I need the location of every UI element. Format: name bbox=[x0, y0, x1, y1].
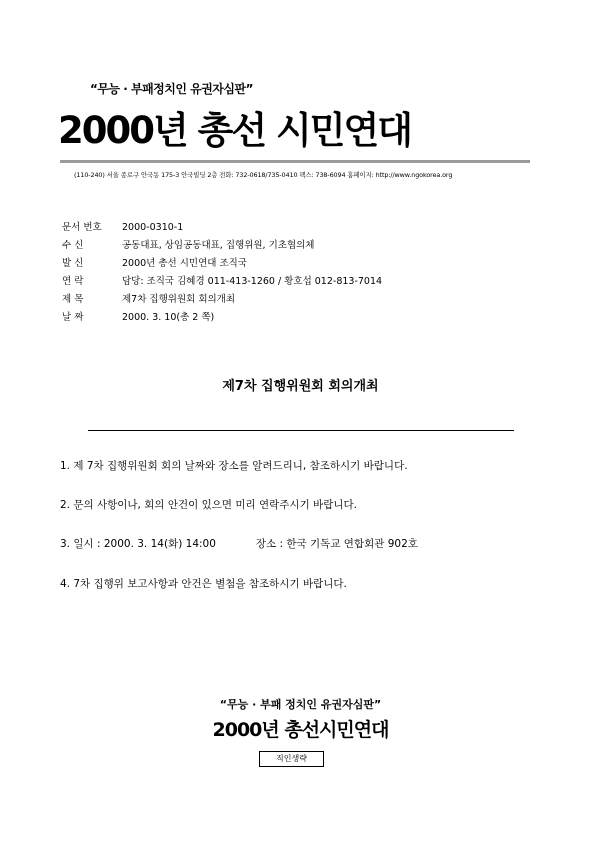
meta-value: 2000년 총선 시민연대 조직국 bbox=[122, 258, 248, 269]
header-divider bbox=[60, 160, 530, 163]
list-item: 2. 문의 사항이나, 회의 안건이 있으면 미리 연락주시기 바랍니다. bbox=[60, 499, 357, 511]
meta-label: 수 신 bbox=[62, 240, 84, 251]
meta-label: 문서 번호 bbox=[62, 222, 102, 233]
meta-label: 연 락 bbox=[62, 276, 84, 287]
signature-org-name: 2000년 총선시민연대 bbox=[212, 719, 389, 741]
title-underline bbox=[88, 430, 514, 431]
meta-row-date bbox=[62, 309, 382, 327]
meta-label: 발 신 bbox=[62, 258, 84, 269]
list-item bbox=[60, 536, 418, 551]
meeting-place: 장소 : 한국 기독교 연합회관 902호 bbox=[255, 538, 418, 550]
meta-label: 날 짜 bbox=[62, 312, 84, 323]
meta-row-contact bbox=[62, 273, 382, 291]
meta-row-doc-number bbox=[62, 219, 382, 237]
list-item: 4. 7차 집행위 보고사항과 안건은 별첨을 참조하시기 바랍니다. bbox=[60, 578, 347, 590]
meta-value: 2000. 3. 10(총 2 쪽) bbox=[122, 312, 215, 323]
document-title: 제7차 집행위원회 회의개최 bbox=[222, 379, 379, 394]
seal-box bbox=[259, 751, 324, 767]
seal-text: 직인생략 bbox=[276, 754, 307, 763]
meta-value: 공동대표, 상임공동대표, 집행위원, 기초협의체 bbox=[122, 240, 315, 251]
meta-value: 제7차 집행위원회 회의개최 bbox=[122, 294, 236, 305]
meta-row-sender bbox=[62, 255, 382, 273]
meta-value: 담당: 조직국 김혜경 011-413-1260 / 황호섭 012-813-7014 bbox=[122, 276, 383, 287]
header-slogan: “무능 · 부패정치인 유권자심판” bbox=[90, 82, 253, 96]
document-meta bbox=[62, 219, 382, 327]
meta-label: 제 목 bbox=[62, 294, 84, 305]
list-item: 1. 제 7차 집행위원회 회의 날짜와 장소를 알려드리니, 참조하시기 바랍니다. bbox=[60, 460, 408, 472]
meeting-datetime: 3. 일시 : 2000. 3. 14(화) 14:00 bbox=[60, 538, 216, 550]
address-line: (110-240) 서울 종로구 안국동 175-3 안국빌딩 2층 전화: 732-0618/735-0410 팩스: 738-6094 홈페이지: http://www.ngokorea.org bbox=[74, 171, 453, 179]
org-title: 2000년 총선 시민연대 bbox=[58, 109, 411, 152]
meta-row-recipient bbox=[62, 237, 382, 255]
signature-slogan: “무능 · 부패 정치인 유권자심판” bbox=[219, 698, 382, 711]
meta-row-subject bbox=[62, 291, 382, 309]
meta-value: 2000-0310-1 bbox=[122, 222, 184, 233]
